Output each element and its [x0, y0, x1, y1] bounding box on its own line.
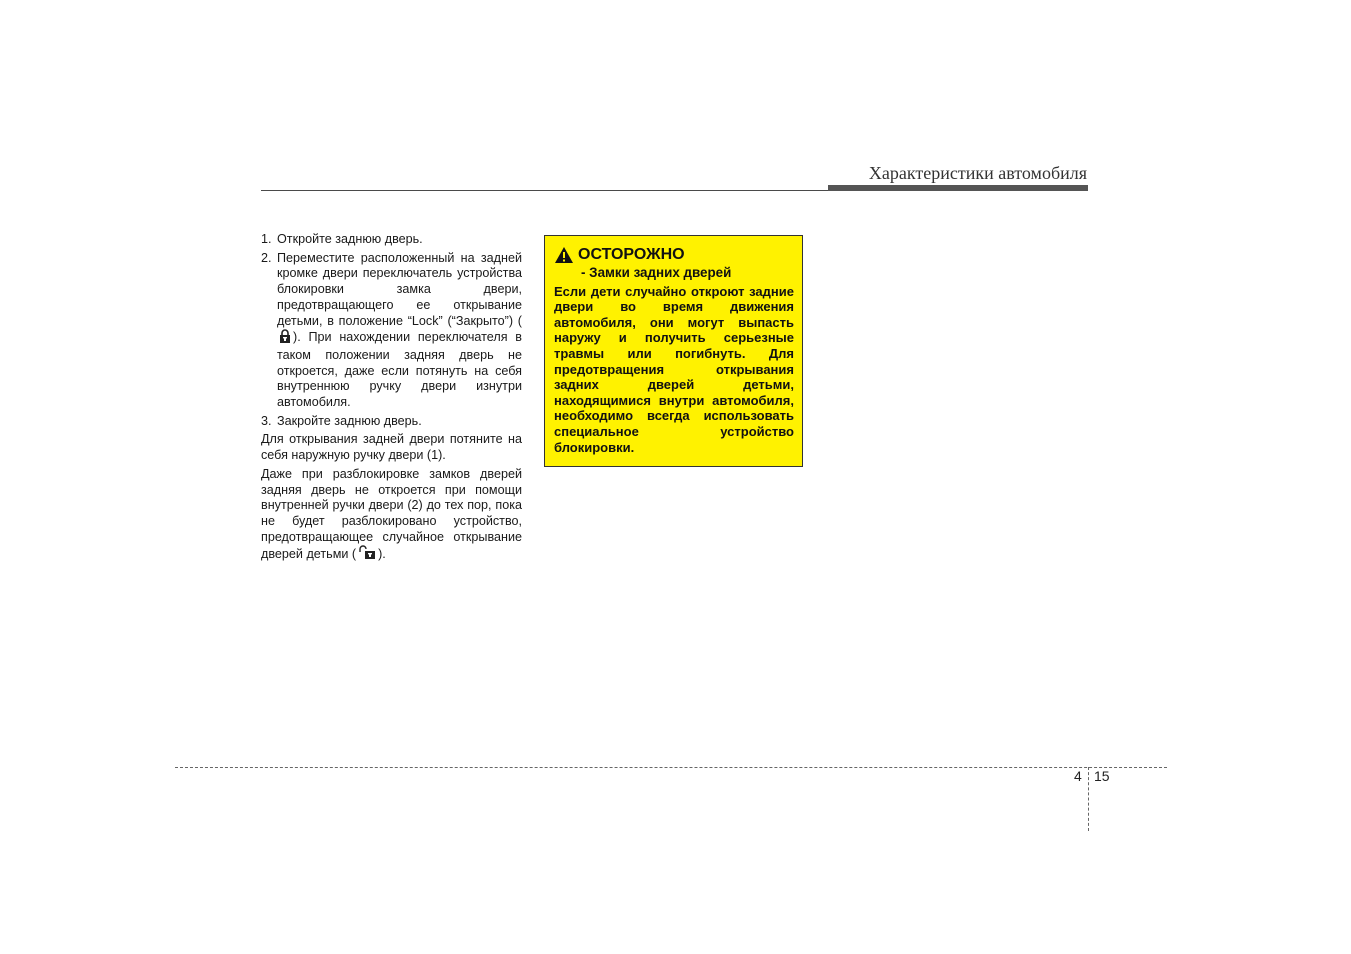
list-item-number: 1.: [261, 232, 272, 246]
warning-title: ОСТОРОЖНО: [578, 246, 685, 263]
warning-subtitle: - Замки задних дверей: [581, 265, 732, 280]
footer-divider: [1088, 767, 1089, 831]
warning-body: Если дети случайно откроют задние двери во время движения автомобиля, они могут выпасть наружу и получить серьезные травмы или погибнуть. Для предотвращения открывания задних дверей детьми, находящимися внутри автомобиля, необходимо всегда использовать специальное устройство блокировки.: [554, 283, 794, 455]
list-item-text: [277, 251, 522, 411]
lock-closed-icon: [279, 329, 291, 348]
page-header-title: Характеристики автомобиля: [868, 163, 1087, 183]
list-item-text-part: ). При нахождении переключателя в таком положении задняя дверь не откроется, даже если потянуть на себя внутреннюю ручку двери изнутри автомобиля.: [277, 330, 522, 410]
list-item-text-part: Переместите расположенный на задней кромке двери переключатель устройства блокировки замка двери, предотвращающего ее открывание детьми, в положение “Lock” (“Закрыто”) (: [277, 250, 522, 328]
warning-triangle-icon: [554, 246, 574, 264]
instructions-column: [261, 232, 522, 568]
paragraph-text-part: Даже при разблокировке замков дверей задняя дверь не откроется при помощи внутренней ручки двери (2) до тех пор, пока не будет разблокировано устройство, предотвращающее случайное открывание дверей детьми (: [261, 466, 522, 562]
warning-box: [544, 235, 803, 467]
paragraph-text-part: ).: [378, 547, 386, 562]
list-item-text: Закройте заднюю дверь.: [277, 413, 422, 428]
header-rule: [261, 190, 828, 191]
paragraph-unlock: [261, 467, 522, 565]
list-item: [261, 414, 522, 430]
list-item-number: 3.: [261, 413, 272, 428]
chapter-number: 4: [1074, 768, 1082, 784]
header-bar: [828, 185, 1088, 191]
list-item-text: Откройте заднюю дверь.: [277, 232, 423, 246]
list-item-number: 2.: [261, 250, 272, 265]
warning-header: [554, 245, 794, 265]
footer-rule: [175, 767, 1167, 768]
list-item: [261, 251, 522, 411]
list-item: [261, 232, 522, 248]
page-number: 15: [1094, 768, 1110, 784]
lock-open-icon: [358, 545, 376, 565]
paragraph-open-door: Для открывания задней двери потяните на себя наружную ручку двери (1).: [261, 432, 522, 463]
